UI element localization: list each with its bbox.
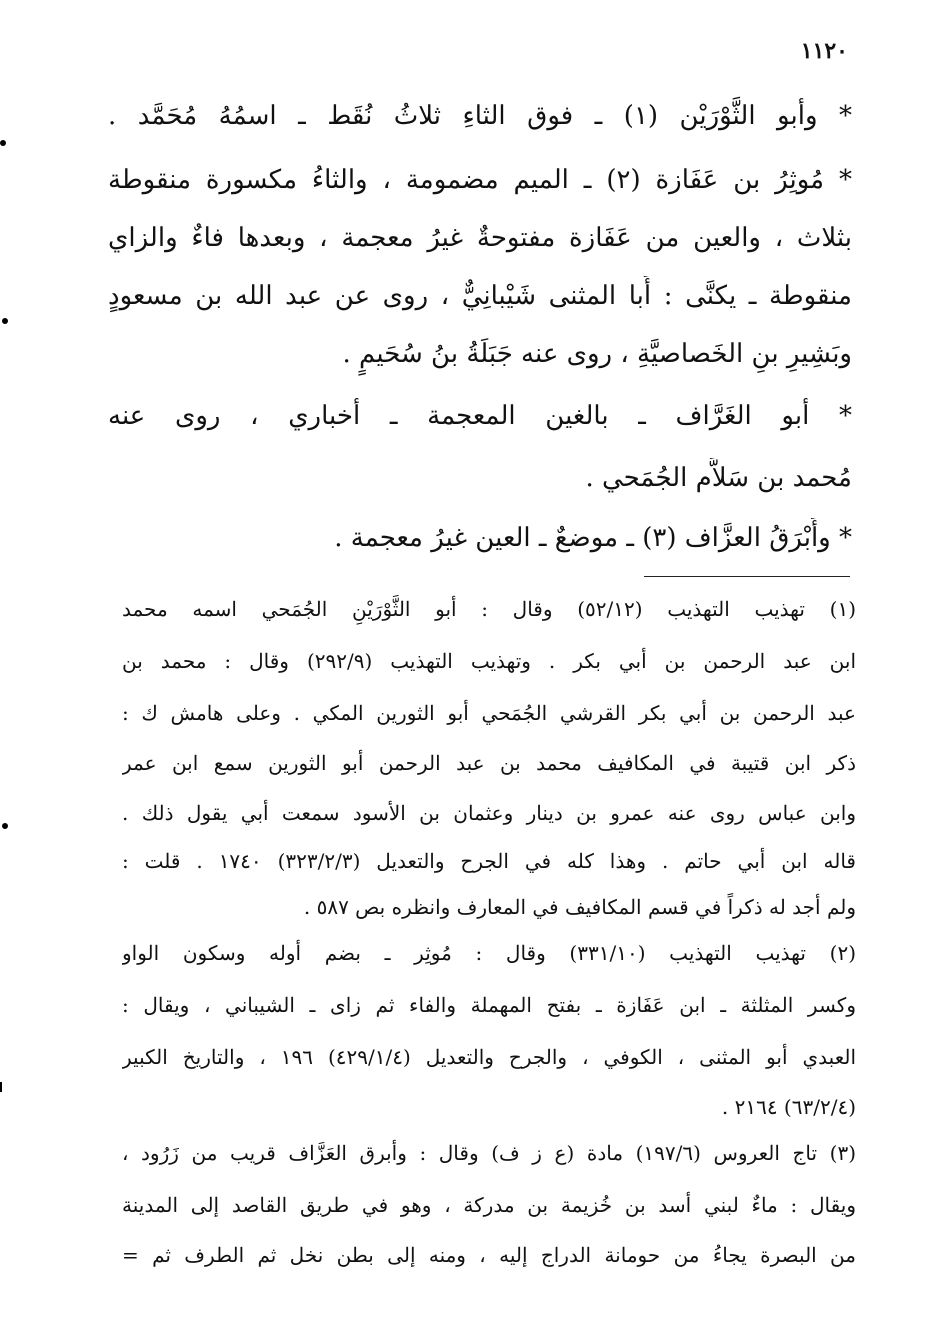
margin-mark [2,823,8,829]
footnote-line: قاله ابن أبي حاتم . وهذا كله في الجرح والتعديل (٣٢٣/٢/٣) ١٧٤٠ . قلت : [122,849,856,873]
footnote-line: ولم أجد له ذكراً في قسم المكافيف في المعارف وانظره بص ٥٨٧ . [303,895,856,919]
page-number: ١١٢٠ [800,38,848,64]
footnote-line: ابن عبد الرحمن بن أبي بكر . وتهذيب التهذيب (٢٩٢/٩) وقال : محمد بن [122,649,856,673]
entry-line: منقوطة ـ يكنَّى : أَبا المثنى شَيْبانِيٌّ ، روى عن عبد الله بن مسعودٍ [108,281,852,311]
footnote-separator [644,576,850,577]
footnote-line: ويقال : ماءٌ لبني أسد بن خُزيمة بن مدركة ، وهو في طريق القاصد إلى المدينة [122,1193,856,1217]
entry-line: وبَشِيرِ بنِ الخَصاصيَّةِ ، روى عنه جَبَلَةُ بنُ سُحَيمٍ . [342,339,852,369]
margin-mark [0,1082,2,1092]
footnote-line: من البصرة يجاءُ من حومانة الدراج إليه ، ومنه إلى بطن نخل ثم الطرف ثم = [122,1243,856,1267]
entry-line: * وأبو الثَّوْرَيْن (١) ـ فوق الثاءِ ثلاثُ نُقَط ـ اسمُهُ مُحَمَّد . [108,101,852,131]
footnote-line: (٢) تهذيب التهذيب (٣٣١/١٠) وقال : مُوثِر ـ بضم أوله وسكون الواو [122,941,856,965]
footnote-line: وكسر المثلثة ـ ابن عَفَازة ـ بفتح المهملة والفاء ثم زاى ـ الشيباني ، ويقال : [122,993,856,1017]
entry-line: بثلاث ، والعين من عَفَازة مفتوحةٌ غيرُ معجمة ، وبعدها فاءٌ والزاي [108,223,852,253]
footnote-line: (٣) تاج العروس (١٩٧/٦) مادة (ع ز ف) وقال : وأبرق العَزَّاف قريب من زَرُود ، [122,1141,856,1165]
footnote-line: العبدي أبو المثنى ، الكوفي ، والجرح والتعديل (٤٢٩/١/٤) ١٩٦ ، والتاريخ الكبير [122,1045,856,1069]
entry-line: مُحمد بن سَلاَّم الجُمَحي . [585,463,852,493]
footnote-line: (١) تهذيب التهذيب (٥٢/١٢) وقال : أبو الثَّوْرَيْنِ الجُمَحي اسمه محمد [122,597,856,621]
entry-line: * أبو الغَرَّاف ـ بالغين المعجمة ـ أخباري ، روى عنه [108,401,852,431]
footnote-line: عبد الرحمن بن أبي بكر القرشي الجُمَحي أبو الثورين المكي . وعلى هامش ك : [122,701,856,725]
margin-mark [2,318,8,324]
entry-line: * مُوثِرُ بن عَفَازة (٢) ـ الميم مضمومة ، والثاءُ مكسورة منقوطة [108,165,852,195]
entry-line: * وأَبْرَقُ العزَّاف (٣) ـ موضعٌ ـ العين غيرُ معجمة . [334,523,852,553]
footnote-line: (٦٣/٢/٤) ٢١٦٤ . [721,1095,856,1119]
margin-mark [0,140,6,146]
footnote-line: وابن عباس روى عنه عمرو بن دينار وعثمان بن الأسود سمعت أبي يقول ذلك . [122,801,856,825]
footnote-line: ذكر ابن قتيبة في المكافيف محمد بن عبد الرحمن أبو الثورين سمع ابن عمر [122,751,856,775]
